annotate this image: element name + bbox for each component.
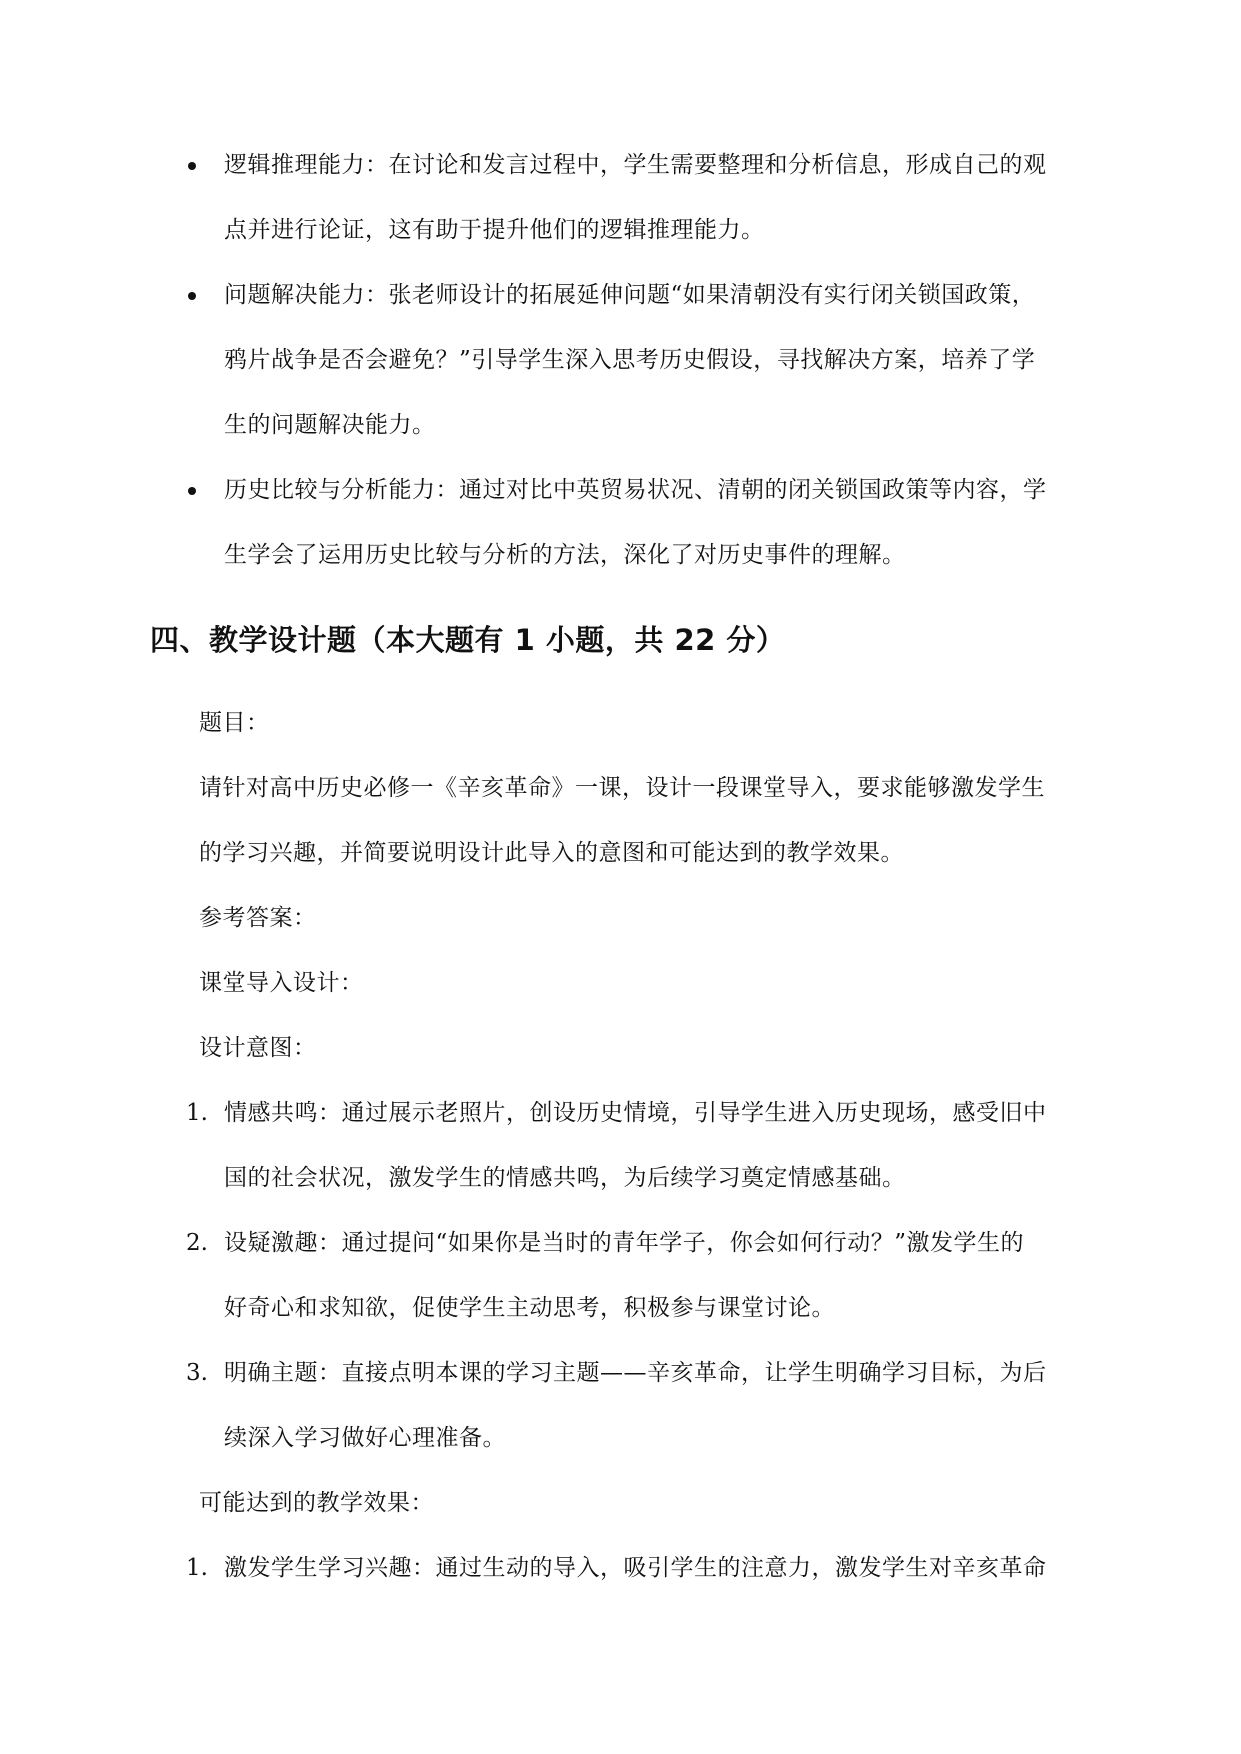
bullet-dot	[188, 487, 196, 495]
bullet-2-line-2: 鸦片战争是否会避免？”引导学生深入思考历史假设，寻找解决方案，培养了学	[224, 347, 1036, 373]
intent-item-3-line-1: 明确主题：直接点明本课的学习主题——辛亥革命，让学生明确学习目标，为后	[224, 1360, 1047, 1386]
bullet-3-line-1: 历史比较与分析能力：通过对比中英贸易状况、清朝的闭关锁国政策等内容，学	[224, 477, 1047, 503]
intent-item-3-line-2: 续深入学习做好心理准备。	[224, 1425, 506, 1451]
effect-label: 可能达到的教学效果：	[199, 1490, 434, 1516]
intent-item-2-line-2: 好奇心和求知欲，促使学生主动思考，积极参与课堂讨论。	[224, 1295, 835, 1321]
intent-item-2-number: 2.	[186, 1230, 208, 1256]
bullet-2-line-3: 生的问题解决能力。	[224, 412, 436, 438]
intent-item-1-line-2: 国的社会状况，激发学生的情感共鸣，为后续学习奠定情感基础。	[224, 1165, 906, 1191]
bullet-3-line-2: 生学会了运用历史比较与分析的方法，深化了对历史事件的理解。	[224, 542, 906, 568]
question-line-1: 请针对高中历史必修一《辛亥革命》一课，设计一段课堂导入，要求能够激发学生	[199, 775, 1045, 801]
effect-item-1-number: 1.	[186, 1555, 208, 1581]
bullet-dot	[188, 292, 196, 300]
effect-item-1-line-1: 激发学生学习兴趣：通过生动的导入，吸引学生的注意力，激发学生对辛亥革命	[224, 1555, 1047, 1581]
bullet-2-line-1: 问题解决能力：张老师设计的拓展延伸问题“如果清朝没有实行闭关锁国政策，	[224, 282, 1036, 308]
intent-label: 设计意图：	[199, 1035, 317, 1061]
bullet-1-line-1: 逻辑推理能力：在讨论和发言过程中，学生需要整理和分析信息，形成自己的观	[224, 152, 1047, 178]
question-label: 题目：	[199, 710, 270, 736]
intent-item-1-number: 1.	[186, 1100, 208, 1126]
intent-item-3-number: 3.	[186, 1360, 208, 1386]
bullet-1-line-2: 点并进行论证，这有助于提升他们的逻辑推理能力。	[224, 217, 765, 243]
answer-label: 参考答案：	[199, 905, 317, 931]
section-heading: 四、教学设计题（本大题有 1 小题，共 22 分）	[150, 623, 786, 657]
bullet-dot	[188, 162, 196, 170]
intent-item-2-line-1: 设疑激趣：通过提问“如果你是当时的青年学子，你会如何行动？”激发学生的	[224, 1230, 1025, 1256]
question-line-2: 的学习兴趣，并简要说明设计此导入的意图和可能达到的教学效果。	[199, 840, 904, 866]
intent-item-1-line-1: 情感共鸣：通过展示老照片，创设历史情境，引导学生进入历史现场，感受旧中	[224, 1100, 1047, 1126]
design-label: 课堂导入设计：	[199, 970, 364, 996]
